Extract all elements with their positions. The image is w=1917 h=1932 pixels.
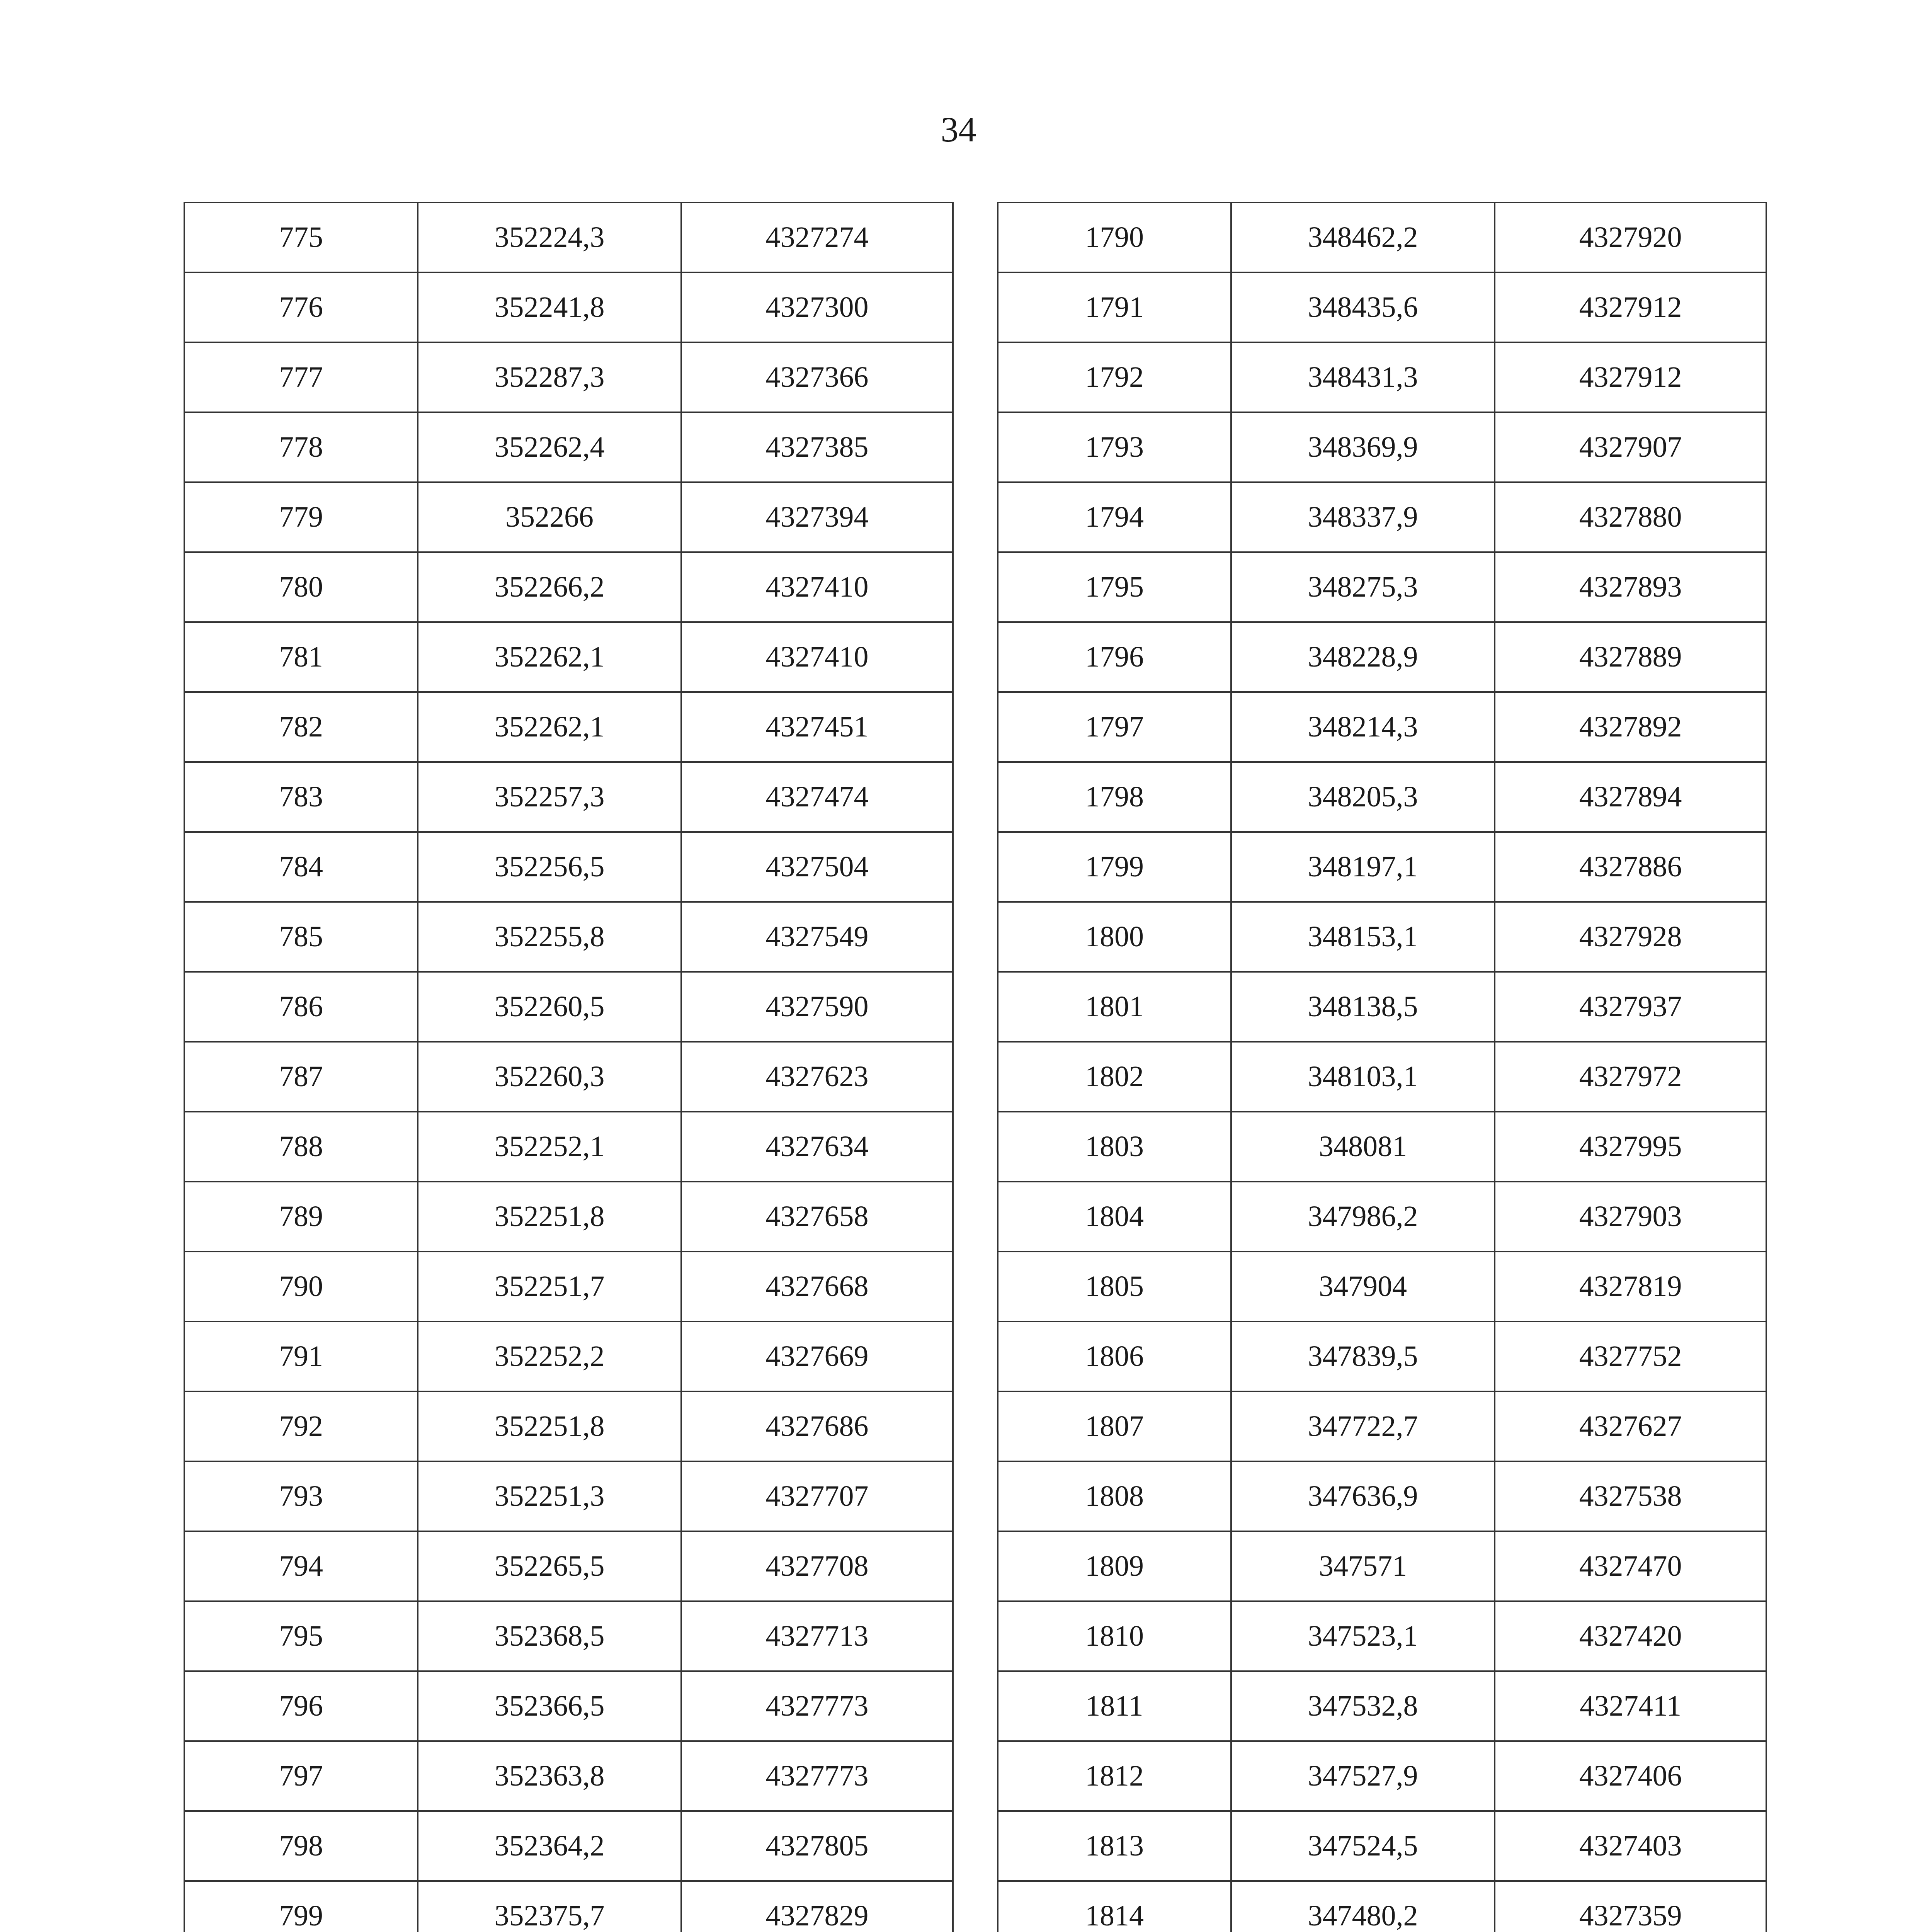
y-coordinate-cell: 4327805 [681,1811,953,1881]
y-coordinate-cell: 4327889 [1495,622,1766,692]
point-number-cell: 1807 [998,1391,1231,1461]
y-coordinate-cell: 4327590 [681,972,953,1042]
x-coordinate-cell: 352241,8 [418,272,681,342]
point-number-cell: 791 [184,1321,418,1391]
point-number-cell: 787 [184,1042,418,1112]
x-coordinate-cell: 352251,8 [418,1182,681,1252]
point-number-cell: 1793 [998,412,1231,482]
y-coordinate-cell: 4327627 [1495,1391,1766,1461]
y-coordinate-cell: 4327752 [1495,1321,1766,1391]
x-coordinate-cell: 348153,1 [1231,902,1495,972]
x-coordinate-cell: 352251,3 [418,1461,681,1531]
point-number-cell: 793 [184,1461,418,1531]
coordinates-table-left [184,202,954,1932]
y-coordinate-cell: 4327359 [1495,1881,1766,1932]
x-coordinate-cell: 352252,2 [418,1321,681,1391]
point-number-cell: 776 [184,272,418,342]
table-row [998,692,1766,762]
x-coordinate-cell: 348462,2 [1231,202,1495,272]
y-coordinate-cell: 4327451 [681,692,953,762]
table-row [184,1531,953,1601]
table-row [184,1811,953,1881]
x-coordinate-cell: 352364,2 [418,1811,681,1881]
table-row [998,902,1766,972]
point-number-cell: 1799 [998,832,1231,902]
x-coordinate-cell: 347636,9 [1231,1461,1495,1531]
x-coordinate-cell: 352266,2 [418,552,681,622]
point-number-cell: 794 [184,1531,418,1601]
x-coordinate-cell: 352266 [418,482,681,552]
y-coordinate-cell: 4327470 [1495,1531,1766,1601]
point-number-cell: 1808 [998,1461,1231,1531]
table-row [998,1671,1766,1741]
x-coordinate-cell: 348081 [1231,1112,1495,1182]
y-coordinate-cell: 4327366 [681,342,953,412]
point-number-cell: 1794 [998,482,1231,552]
table-row [998,1112,1766,1182]
point-number-cell: 788 [184,1112,418,1182]
point-number-cell: 1792 [998,342,1231,412]
point-number-cell: 777 [184,342,418,412]
point-number-cell: 795 [184,1601,418,1671]
table-row [998,1601,1766,1671]
point-number-cell: 1803 [998,1112,1231,1182]
point-number-cell: 1811 [998,1671,1231,1741]
y-coordinate-cell: 4327420 [1495,1601,1766,1671]
x-coordinate-cell: 348228,9 [1231,622,1495,692]
point-number-cell: 790 [184,1252,418,1321]
point-number-cell: 798 [184,1811,418,1881]
point-number-cell: 778 [184,412,418,482]
table-row [184,1112,953,1182]
y-coordinate-cell: 4327773 [681,1671,953,1741]
y-coordinate-cell: 4327912 [1495,272,1766,342]
table-row [184,482,953,552]
table-row [998,1391,1766,1461]
x-coordinate-cell: 348369,9 [1231,412,1495,482]
y-coordinate-cell: 4327912 [1495,342,1766,412]
y-coordinate-cell: 4327549 [681,902,953,972]
y-coordinate-cell: 4327686 [681,1391,953,1461]
x-coordinate-cell: 352255,8 [418,902,681,972]
table-row [184,902,953,972]
x-coordinate-cell: 352224,3 [418,202,681,272]
y-coordinate-cell: 4327773 [681,1741,953,1811]
point-number-cell: 1809 [998,1531,1231,1601]
point-number-cell: 1798 [998,762,1231,832]
table-row [998,1182,1766,1252]
point-number-cell: 1805 [998,1252,1231,1321]
table-row [184,1182,953,1252]
table-row [998,1042,1766,1112]
y-coordinate-cell: 4327920 [1495,202,1766,272]
table-row [998,342,1766,412]
point-number-cell: 1813 [998,1811,1231,1881]
x-coordinate-cell: 352366,5 [418,1671,681,1741]
point-number-cell: 1790 [998,202,1231,272]
table-row [184,1741,953,1811]
x-coordinate-cell: 352251,7 [418,1252,681,1321]
point-number-cell: 1810 [998,1601,1231,1671]
x-coordinate-cell: 352368,5 [418,1601,681,1671]
x-coordinate-cell: 352262,1 [418,622,681,692]
y-coordinate-cell: 4327995 [1495,1112,1766,1182]
table-row [184,412,953,482]
table-row [998,1881,1766,1932]
y-coordinate-cell: 4327707 [681,1461,953,1531]
table-row [184,692,953,762]
point-number-cell: 1797 [998,692,1231,762]
table-row [184,1881,953,1932]
point-number-cell: 784 [184,832,418,902]
point-number-cell: 1812 [998,1741,1231,1811]
y-coordinate-cell: 4327403 [1495,1811,1766,1881]
y-coordinate-cell: 4327394 [681,482,953,552]
y-coordinate-cell: 4327669 [681,1321,953,1391]
x-coordinate-cell: 348275,3 [1231,552,1495,622]
y-coordinate-cell: 4327658 [681,1182,953,1252]
point-number-cell: 792 [184,1391,418,1461]
x-coordinate-cell: 347722,7 [1231,1391,1495,1461]
table-row [184,1321,953,1391]
y-coordinate-cell: 4327928 [1495,902,1766,972]
page-number: 34 [941,110,976,149]
x-coordinate-cell: 352257,3 [418,762,681,832]
table-row [998,1252,1766,1321]
point-number-cell: 1796 [998,622,1231,692]
y-coordinate-cell: 4327894 [1495,762,1766,832]
y-coordinate-cell: 4327274 [681,202,953,272]
table-row [998,1461,1766,1531]
table-row [184,272,953,342]
x-coordinate-cell: 347524,5 [1231,1811,1495,1881]
y-coordinate-cell: 4327410 [681,552,953,622]
y-coordinate-cell: 4327406 [1495,1741,1766,1811]
point-number-cell: 796 [184,1671,418,1741]
point-number-cell: 1795 [998,552,1231,622]
x-coordinate-cell: 347480,2 [1231,1881,1495,1932]
x-coordinate-cell: 347839,5 [1231,1321,1495,1391]
x-coordinate-cell: 352256,5 [418,832,681,902]
table-row [998,412,1766,482]
x-coordinate-cell: 352265,5 [418,1531,681,1601]
table-row [184,1671,953,1741]
table-row [998,1811,1766,1881]
y-coordinate-cell: 4327886 [1495,832,1766,902]
point-number-cell: 779 [184,482,418,552]
x-coordinate-cell: 352260,3 [418,1042,681,1112]
table-row [998,972,1766,1042]
y-coordinate-cell: 4327903 [1495,1182,1766,1252]
point-number-cell: 786 [184,972,418,1042]
y-coordinate-cell: 4327623 [681,1042,953,1112]
x-coordinate-cell: 347527,9 [1231,1741,1495,1811]
table-row [184,762,953,832]
x-coordinate-cell: 347523,1 [1231,1601,1495,1671]
y-coordinate-cell: 4327893 [1495,552,1766,622]
y-coordinate-cell: 4327538 [1495,1461,1766,1531]
coordinates-table-right [997,202,1767,1932]
x-coordinate-cell: 352375,7 [418,1881,681,1932]
point-number-cell: 782 [184,692,418,762]
table-row [998,1531,1766,1601]
table-row [184,1252,953,1321]
y-coordinate-cell: 4327713 [681,1601,953,1671]
x-coordinate-cell: 352363,8 [418,1741,681,1811]
y-coordinate-cell: 4327668 [681,1252,953,1321]
table-row [998,482,1766,552]
y-coordinate-cell: 4327819 [1495,1252,1766,1321]
y-coordinate-cell: 4327300 [681,272,953,342]
point-number-cell: 1800 [998,902,1231,972]
y-coordinate-cell: 4327411 [1495,1671,1766,1741]
x-coordinate-cell: 348205,3 [1231,762,1495,832]
point-number-cell: 783 [184,762,418,832]
point-number-cell: 1802 [998,1042,1231,1112]
y-coordinate-cell: 4327892 [1495,692,1766,762]
x-coordinate-cell: 348103,1 [1231,1042,1495,1112]
x-coordinate-cell: 352262,4 [418,412,681,482]
table-row [184,832,953,902]
table-row [184,972,953,1042]
point-number-cell: 799 [184,1881,418,1932]
table-row [184,1601,953,1671]
y-coordinate-cell: 4327385 [681,412,953,482]
y-coordinate-cell: 4327829 [681,1881,953,1932]
table-row [998,762,1766,832]
x-coordinate-cell: 352260,5 [418,972,681,1042]
x-coordinate-cell: 348435,6 [1231,272,1495,342]
table-row [184,552,953,622]
x-coordinate-cell: 348138,5 [1231,972,1495,1042]
table-row [998,1321,1766,1391]
table-row [998,202,1766,272]
x-coordinate-cell: 348431,3 [1231,342,1495,412]
point-number-cell: 785 [184,902,418,972]
table-row [998,832,1766,902]
y-coordinate-cell: 4327907 [1495,412,1766,482]
x-coordinate-cell: 348337,9 [1231,482,1495,552]
y-coordinate-cell: 4327708 [681,1531,953,1601]
table-row [998,1741,1766,1811]
point-number-cell: 797 [184,1741,418,1811]
point-number-cell: 1804 [998,1182,1231,1252]
x-coordinate-cell: 347571 [1231,1531,1495,1601]
table-row [184,1461,953,1531]
table-row [184,622,953,692]
point-number-cell: 1814 [998,1881,1231,1932]
table-row [998,272,1766,342]
x-coordinate-cell: 347532,8 [1231,1671,1495,1741]
point-number-cell: 1806 [998,1321,1231,1391]
y-coordinate-cell: 4327972 [1495,1042,1766,1112]
table-row [184,202,953,272]
point-number-cell: 789 [184,1182,418,1252]
y-coordinate-cell: 4327504 [681,832,953,902]
point-number-cell: 1791 [998,272,1231,342]
point-number-cell: 780 [184,552,418,622]
x-coordinate-cell: 352262,1 [418,692,681,762]
y-coordinate-cell: 4327880 [1495,482,1766,552]
table-row [998,552,1766,622]
x-coordinate-cell: 352251,8 [418,1391,681,1461]
point-number-cell: 781 [184,622,418,692]
table-row [998,622,1766,692]
point-number-cell: 1801 [998,972,1231,1042]
x-coordinate-cell: 348214,3 [1231,692,1495,762]
x-coordinate-cell: 352287,3 [418,342,681,412]
y-coordinate-cell: 4327410 [681,622,953,692]
y-coordinate-cell: 4327937 [1495,972,1766,1042]
table-row [184,1042,953,1112]
table-row [184,342,953,412]
table-row [184,1391,953,1461]
x-coordinate-cell: 347986,2 [1231,1182,1495,1252]
y-coordinate-cell: 4327634 [681,1112,953,1182]
x-coordinate-cell: 348197,1 [1231,832,1495,902]
x-coordinate-cell: 347904 [1231,1252,1495,1321]
x-coordinate-cell: 352252,1 [418,1112,681,1182]
point-number-cell: 775 [184,202,418,272]
y-coordinate-cell: 4327474 [681,762,953,832]
